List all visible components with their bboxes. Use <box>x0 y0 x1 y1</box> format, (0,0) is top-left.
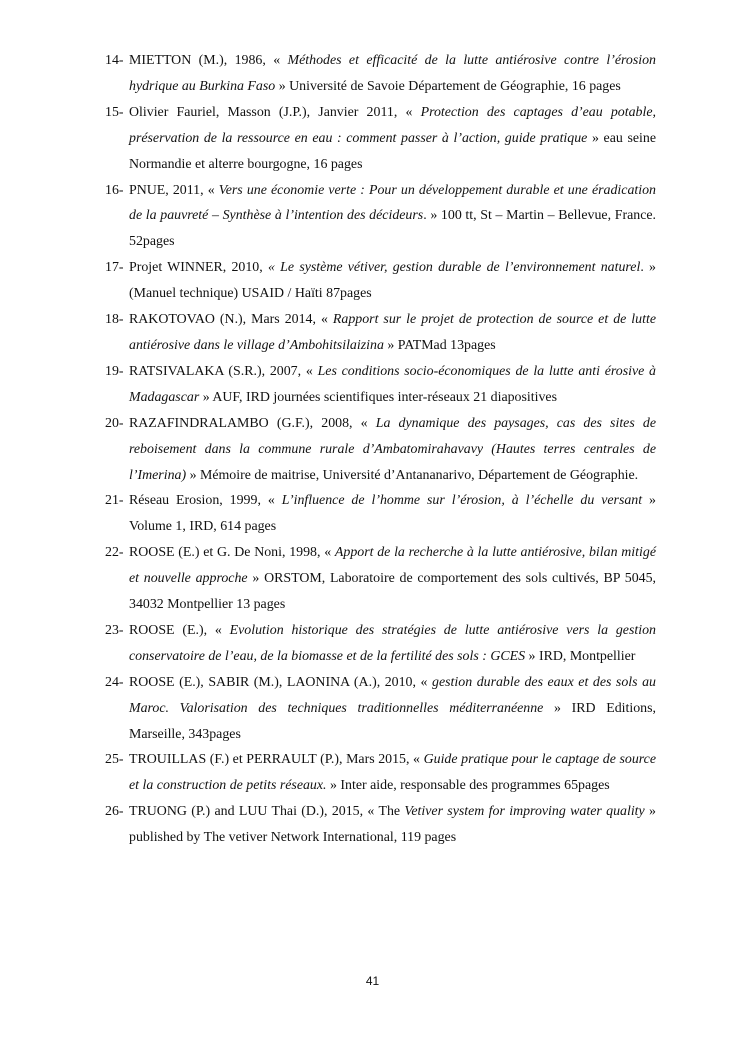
reference-title: Méthodes et efficacité de la lutte antiérosive contre l’érosion hydrique au Burkina Faso <box>129 53 656 94</box>
reference-authors: ROOSE (E.) et G. De Noni, 1998, « <box>129 545 335 561</box>
reference-number: 18- <box>105 312 124 328</box>
reference-title: Vetiver system for improving water quality <box>404 804 645 820</box>
reference-title: gestion durable des eaux et des sols au Maroc. Valorisation des techniques traditionnelles méditerranéenne <box>129 674 656 716</box>
reference-publisher: » PATMad 13pages <box>383 337 496 353</box>
reference-authors: RAKOTOVAO (N.), Mars 2014, « <box>129 312 333 328</box>
reference-number: 17- <box>105 260 124 276</box>
reference-publisher: » Université de Savoie Département de Géographie, 16 pages <box>275 78 621 94</box>
reference-item <box>105 488 656 540</box>
reference-publisher: . » (Manuel technique) USAID / Haïti 87pages <box>129 260 656 302</box>
page-number: 41 <box>365 974 380 988</box>
reference-authors: TROUILLAS (F.) et PERRAULT (P.), Mars 2015, « <box>129 752 424 768</box>
reference-publisher: » eau seine Normandie et alterre bourgogne, 16 pages <box>129 130 656 172</box>
reference-item <box>105 540 656 618</box>
reference-item <box>105 411 656 489</box>
reference-title: Protection des captages d’eau potable, préservation de la ressource en eau : comment passer à l’action, guide pratique <box>129 104 657 146</box>
reference-title: Vers une économie verte : Pour un développement durable et une éradication de la pauvreté – Synthèse à l’intention des décideurs <box>129 182 656 224</box>
reference-number: 14- <box>105 53 124 68</box>
reference-title: Les conditions socio-économiques de la lutte anti érosive à Madagascar <box>129 363 656 405</box>
reference-publisher: » ORSTOM, Laboratoire de comportement des sols cultivés, BP 5045, 34032 Montpellier 13 pages <box>129 571 657 613</box>
reference-title: L’influence de l’homme sur l’érosion, à l’échelle du versant <box>281 493 643 509</box>
reference-item <box>105 255 656 307</box>
reference-title: Guide pratique pour le captage de source et la construction de petits réseaux. <box>129 752 656 794</box>
reference-item <box>105 178 656 256</box>
reference-authors: MIETTON (M.), 1986, « <box>129 53 288 68</box>
reference-number: 26- <box>105 804 124 820</box>
reference-title: Rapport sur le projet de protection de source et de lutte antiérosive dans le village d’Ambohitsilaizina <box>129 312 656 353</box>
reference-number: 23- <box>105 622 124 638</box>
reference-item <box>105 618 656 670</box>
reference-authors: RATSIVALAKA (S.R.), 2007, « <box>129 363 318 379</box>
reference-number: 19- <box>105 363 124 379</box>
reference-authors: RAZAFINDRALAMBO (G.F.), 2008, « <box>129 415 376 431</box>
reference-item <box>105 48 656 100</box>
reference-title: « Le système vétiver, gestion durable de l’environnement naturel <box>267 260 641 276</box>
reference-number: 20- <box>105 415 124 431</box>
reference-publisher: » AUF, IRD journées scientifiques inter-réseaux 21 diapositives <box>199 389 557 405</box>
reference-authors: TRUONG (P.) and LUU Thai (D.), 2015, « The <box>129 804 405 820</box>
reference-authors: Projet WINNER, 2010, <box>129 260 268 276</box>
reference-publisher: » Inter aide, responsable des programmes 65pages <box>326 778 610 794</box>
reference-item <box>105 359 656 411</box>
reference-list <box>105 48 656 851</box>
reference-authors: Réseau Erosion, 1999, « <box>129 493 282 509</box>
reference-item <box>105 307 656 359</box>
reference-publisher: . » 100 tt, St – Martin – Bellevue, France. 52pages <box>129 208 656 250</box>
reference-title: Evolution historique des stratégies de lutte antiérosive vers la gestion conservatoire de l’eau, de la biomasse et de la fertilité des sols : GCES <box>129 622 656 664</box>
reference-number: 22- <box>105 545 124 561</box>
reference-authors: PNUE, 2011, « <box>129 182 219 198</box>
reference-authors: Olivier Fauriel, Masson (J.P.), Janvier 2011, « <box>129 104 421 120</box>
reference-publisher: » Mémoire de maitrise, Université d’Antananarivo, Département de Géographie. <box>186 467 639 483</box>
reference-publisher: » IRD Editions, Marseille, 343pages <box>129 700 656 742</box>
reference-number: 24- <box>105 674 124 690</box>
reference-number: 15- <box>105 104 124 120</box>
reference-publisher: » IRD, Montpellier <box>525 648 636 664</box>
reference-authors: ROOSE (E.), « <box>129 622 230 638</box>
reference-item <box>105 670 656 748</box>
reference-number: 16- <box>105 182 124 198</box>
reference-title: Apport de la recherche à la lutte antiérosive, bilan mitigé et nouvelle approche <box>129 545 656 587</box>
reference-authors: ROOSE (E.), SABIR (M.), LAONINA (A.), 2010, « <box>129 674 433 690</box>
reference-number: 21- <box>105 493 124 509</box>
reference-item <box>105 100 656 178</box>
reference-publisher: » Volume 1, IRD, 614 pages <box>129 493 657 535</box>
reference-publisher: » published by The vetiver Network International, 119 pages <box>129 804 657 846</box>
reference-item <box>105 799 656 851</box>
reference-item <box>105 747 656 799</box>
reference-title: La dynamique des paysages, cas des sites de reboisement dans la commune rurale d’Ambatomirahavavy (Hautes terres centrales de l’Imerina) <box>129 415 656 483</box>
reference-number: 25- <box>105 752 124 768</box>
